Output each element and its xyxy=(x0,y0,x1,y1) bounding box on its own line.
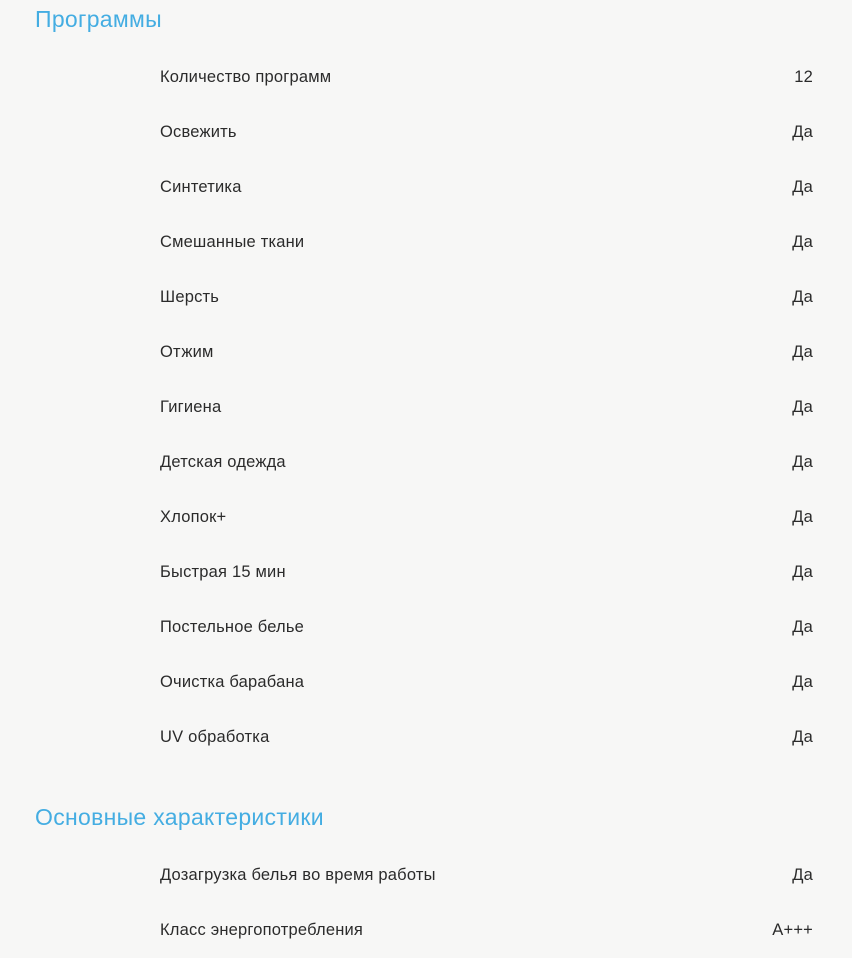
spec-value: Да xyxy=(792,727,813,746)
spec-value: Да xyxy=(792,397,813,416)
spec-value: Да xyxy=(792,342,813,361)
spec-label: Класс энергопотребления xyxy=(160,920,364,939)
spec-value: Да xyxy=(792,452,813,471)
spec-value: Да xyxy=(792,672,813,691)
spec-row xyxy=(35,325,813,380)
spec-row xyxy=(35,380,813,435)
spec-row xyxy=(35,490,813,545)
spec-row xyxy=(35,215,813,270)
spec-row xyxy=(35,903,813,958)
spec-row xyxy=(35,160,813,215)
spec-value: A+++ xyxy=(772,920,813,939)
spec-label: Освежить xyxy=(160,122,237,141)
spec-value: Да xyxy=(792,177,813,196)
spec-value: Да xyxy=(792,287,813,306)
spec-row xyxy=(35,710,813,765)
spec-row xyxy=(35,50,813,105)
spec-label: Детская одежда xyxy=(160,452,286,471)
spec-label: Синтетика xyxy=(160,177,242,196)
spec-section xyxy=(35,5,813,765)
section-title: Программы xyxy=(35,6,162,32)
spec-label: Очистка барабана xyxy=(160,672,305,691)
spec-value: Да xyxy=(792,122,813,141)
spec-value: Да xyxy=(792,507,813,526)
spec-label: Отжим xyxy=(160,342,214,361)
spec-value: Да xyxy=(792,617,813,636)
section-title: Основные характеристики xyxy=(35,803,324,830)
spec-label: Быстрая 15 мин xyxy=(160,562,286,581)
spec-row xyxy=(35,270,813,325)
spec-value: Да xyxy=(792,562,813,581)
spec-value: Да xyxy=(792,865,813,884)
spec-row xyxy=(35,545,813,600)
spec-row xyxy=(35,105,813,160)
spec-label: Шерсть xyxy=(160,287,220,306)
spec-label: Дозагрузка белья во время работы xyxy=(160,865,436,884)
spec-list xyxy=(35,5,813,958)
spec-value: 12 xyxy=(794,67,813,86)
spec-value: Да xyxy=(792,232,813,251)
spec-row xyxy=(35,655,813,710)
spec-section xyxy=(35,803,813,958)
spec-label: Постельное белье xyxy=(160,617,305,636)
spec-label: Гигиена xyxy=(160,397,222,416)
spec-label: UV обработка xyxy=(160,727,270,746)
spec-label: Количество программ xyxy=(160,67,332,86)
spec-label: Смешанные ткани xyxy=(160,232,305,251)
spec-row xyxy=(35,848,813,903)
spec-row xyxy=(35,435,813,490)
spec-label: Хлопок+ xyxy=(160,507,227,526)
spec-row xyxy=(35,600,813,655)
